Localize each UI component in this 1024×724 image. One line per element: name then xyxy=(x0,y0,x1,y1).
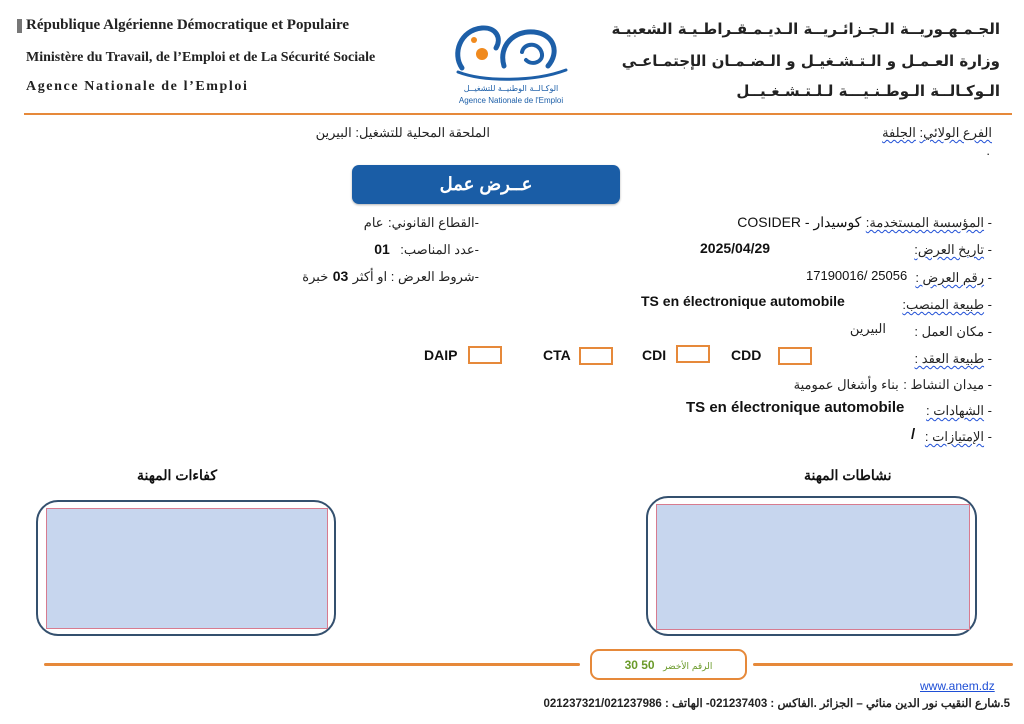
employer-row xyxy=(737,214,992,232)
posts-label: -عدد المناصب: xyxy=(400,242,479,257)
position-label: طبيعة المنصب: xyxy=(902,297,985,312)
logo-french-text: Agence Nationale de l'Emploi xyxy=(458,96,564,105)
position-label-dash: - xyxy=(984,297,992,312)
number-row xyxy=(915,269,992,287)
contract-option-cta-label: CTA xyxy=(543,347,571,363)
workplace-row xyxy=(914,323,992,341)
footer-line-left xyxy=(44,663,580,666)
number-value: 17190016/ 25056 xyxy=(806,268,908,283)
header-ar-republic: الجـمـهـوريــة الـجـزائـريــة الـديـمـقـراطـيـة الشعبيـة xyxy=(611,20,1000,38)
sector-row xyxy=(364,214,479,232)
conditions-row xyxy=(302,268,479,286)
posts-row xyxy=(374,241,479,259)
contract-option-daip-label: DAIP xyxy=(424,347,458,363)
conditions-number: 03 xyxy=(332,268,349,284)
green-number-badge xyxy=(590,649,747,680)
employer-value: كوسيدار - COSIDER xyxy=(737,214,862,230)
footer-address: 5.شارع النقيب نور الدين منائي – الجزائر .الفاكس : 021237403- الهاتف : 021237321/021237986 xyxy=(543,698,1010,710)
header-fr-ministry: Ministère du Travail, de l’Emploi et de La Sécurité Sociale xyxy=(26,50,376,65)
local-agency-line xyxy=(316,125,490,141)
contract-label-dash: - xyxy=(984,351,992,366)
contract-option-cta-checkbox[interactable] xyxy=(579,347,613,365)
employer-label: المؤسسة المستخدمة: xyxy=(865,215,985,230)
header-divider xyxy=(24,113,1012,115)
branch-label: الفرع الولائي: xyxy=(919,125,992,140)
benefits-row xyxy=(925,428,992,446)
contract-option-cdd-checkbox[interactable] xyxy=(778,347,812,365)
activities-content-area[interactable] xyxy=(656,504,970,630)
date-label: تاريخ العرض: xyxy=(914,242,985,257)
workplace-label: مكان العمل : xyxy=(914,324,985,339)
skills-section-title: كفاءات المهنة xyxy=(137,467,217,483)
header-fr-agency: Agence Nationale de l’Emploi xyxy=(26,79,249,94)
activity-value: بناء وأشغال عمومية xyxy=(793,377,899,392)
contract-option-cdi-label: CDI xyxy=(642,347,667,363)
branch-dot: . xyxy=(986,143,990,158)
activities-section-title: نشاطات المهنة xyxy=(804,467,892,483)
date-label-dash: - xyxy=(984,242,992,257)
green-number-label: الرقم الأخضر xyxy=(663,662,713,672)
position-value: TS en électronique automobile xyxy=(641,293,845,309)
diplomas-row xyxy=(926,402,992,420)
contract-row xyxy=(915,350,992,368)
header-marker xyxy=(17,19,22,33)
header-fr-republic: République Algérienne Démocratique et Populaire xyxy=(26,17,350,33)
contract-option-daip-checkbox[interactable] xyxy=(468,346,502,364)
conditions-label: -شروط العرض : او أكثر xyxy=(352,269,479,284)
green-number-value: 30 50 xyxy=(624,658,655,672)
workplace-value: البيرين xyxy=(849,321,886,336)
contract-label: طبيعة العقد : xyxy=(914,351,985,366)
anem-logo-icon xyxy=(444,16,578,86)
conditions-tail: خبرة xyxy=(302,269,329,284)
diplomas-value: TS en électronique automobile xyxy=(686,399,905,416)
skills-content-area[interactable] xyxy=(46,508,328,629)
logo-arabic-text: الوكـالــة الوطنيــة للتشغيــل xyxy=(463,84,559,93)
header-ar-ministry: وزارة العـمـل و الـتـشـغيـل و الـضـمـان الإجتمـاعـي xyxy=(621,52,1000,70)
activity-row xyxy=(794,376,992,394)
sector-label: -القطاع القانوني: xyxy=(388,215,479,230)
header-ar-agency: الـوكـالــة الـوطـنـيـــة لـلـتـشـغـيــل xyxy=(736,82,1000,100)
benefits-value: / xyxy=(911,426,916,443)
page-title: عــرض عمل xyxy=(439,174,533,194)
posts-value: 01 xyxy=(374,241,390,257)
benefits-label-dash: - xyxy=(984,429,992,444)
benefits-label: الإمتيازات : xyxy=(924,429,985,444)
branch-line xyxy=(882,125,992,141)
diplomas-label-dash: - xyxy=(984,403,992,418)
title-banner xyxy=(352,165,620,204)
date-row xyxy=(914,241,992,259)
number-label-dash: - xyxy=(984,270,992,285)
activity-label-dash: - xyxy=(984,377,992,392)
position-row xyxy=(902,296,992,314)
employer-label-dash: - xyxy=(984,215,992,230)
number-label: رقم العرض : xyxy=(915,270,985,285)
anem-logo xyxy=(444,16,578,108)
diplomas-label: الشهادات : xyxy=(926,403,985,418)
branch-value: الجلفة xyxy=(882,125,916,140)
local-agency-label: الملحقة المحلية للتشغيل: xyxy=(355,125,490,140)
website-link[interactable]: www.anem.dz xyxy=(920,679,995,693)
local-agency-value: البيرين xyxy=(315,125,352,140)
workplace-label-dash: - xyxy=(984,324,992,339)
contract-option-cdi-checkbox[interactable] xyxy=(676,345,710,363)
footer-line-right xyxy=(753,663,1013,666)
activity-label: ميدان النشاط : xyxy=(903,377,985,392)
contract-option-cdd-label: CDD xyxy=(731,347,762,363)
sector-value: عام xyxy=(363,215,384,230)
date-value: 2025/04/29 xyxy=(700,240,771,256)
